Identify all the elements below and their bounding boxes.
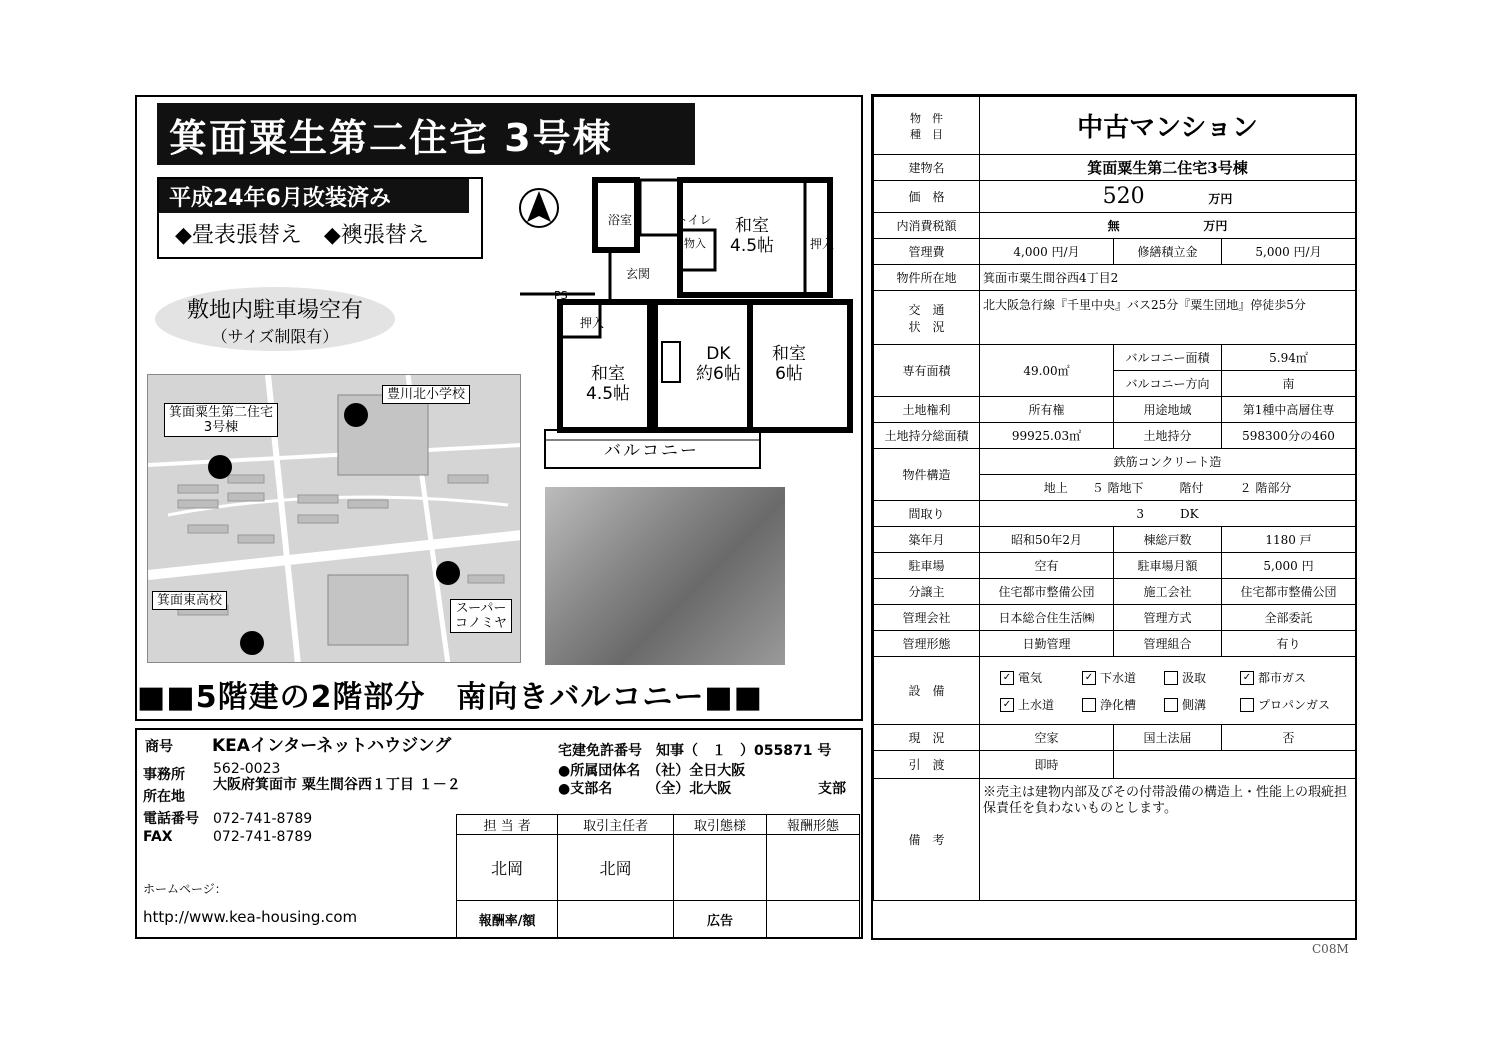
spec-built-label: 築年月: [874, 527, 980, 553]
spec-built: 昭和50年2月: [980, 527, 1114, 553]
spec-price: 520: [1102, 184, 1145, 209]
spec-structure-floors: 地上 ５ 階地下 階付 ２ 階部分: [980, 475, 1356, 501]
map-label-school: 豊川北小学校: [382, 385, 470, 404]
renovation-items: ◆畳表張替え ◆襖張替え: [175, 223, 429, 248]
map-label-building: 箕面粟生第二住宅 3号棟: [164, 403, 278, 437]
spec-repair: 5,000 円/月: [1222, 239, 1356, 265]
plan-oshiire-1: 押入: [810, 237, 835, 251]
homepage-link[interactable]: http://www.kea-housing.com: [143, 908, 358, 926]
spec-assoc-label: 管理組合: [1114, 631, 1222, 657]
staff-val-3: [674, 835, 767, 901]
map-label-super: スーパー コノミヤ: [450, 599, 512, 633]
plan-bath: 浴室: [608, 213, 633, 227]
staff-val-4: [767, 835, 860, 901]
map-dot-school: [344, 403, 368, 427]
fax-number: 072-741-8789: [213, 829, 313, 845]
spec-builder: 住宅都市整備公団: [1222, 579, 1356, 605]
map-dot-super: [436, 561, 460, 585]
spec-area-label: 専有面積: [874, 345, 980, 397]
spec-parking: 空有: [980, 553, 1114, 579]
spec-land-law-label: 国土法届: [1114, 725, 1222, 751]
plan-washitsu-3: 和室 6帖: [772, 344, 806, 384]
spec-seller: 住宅都市整備公団: [980, 579, 1114, 605]
facility-label: 汲取: [1182, 670, 1207, 685]
spec-mgmt-fee: 4,000 円/月: [980, 239, 1114, 265]
spec-mgmt-co: 日本総合住生活㈱: [980, 605, 1114, 631]
spec-builder-label: 施工会社: [1114, 579, 1222, 605]
staff-head-2: 取引主任者: [558, 815, 674, 835]
spec-land-total-label: 土地持分総面積: [874, 423, 980, 449]
map-dot-highschool: [240, 631, 264, 655]
spec-balcony-dir-label: バルコニー方向: [1114, 371, 1222, 397]
spec-notes-label: 備 考: [874, 779, 980, 901]
spec-tax-unit: 万円: [1203, 219, 1228, 233]
spec-facilities-label: 設 備: [874, 657, 980, 725]
facility-item: [1000, 696, 1082, 713]
facility-label: 電気: [1018, 670, 1043, 685]
facility-label: プロパンガス: [1258, 697, 1331, 712]
plan-balcony: バルコニー: [604, 441, 699, 461]
spec-facilities: [980, 657, 1356, 725]
spec-land-share: 598300分の460: [1222, 423, 1356, 449]
spec-price-label: 価 格: [874, 181, 980, 213]
staff-table: [456, 814, 860, 939]
spec-handover-label: 引 渡: [874, 751, 980, 779]
spec-notes: ※売主は建物内部及びその付帯設備の構造上・性能上の瑕疵担保責任を負わないものとします。: [980, 779, 1356, 901]
facility-label: 浄化槽: [1100, 697, 1137, 712]
spec-kind-label: 物 件 種 目: [874, 97, 980, 155]
fee-value: [558, 901, 674, 939]
facility-item: [1000, 669, 1082, 686]
spec-parking-fee-label: 駐車場月額: [1114, 553, 1222, 579]
facility-label: 都市ガス: [1258, 670, 1307, 685]
parking-bubble: [155, 287, 395, 351]
facility-item: [1164, 669, 1240, 686]
plan-dk: DK 約6帖: [696, 344, 741, 384]
staff-val-2: 北岡: [558, 835, 674, 901]
facility-item: [1240, 696, 1350, 713]
office-label-1: 事務所: [143, 767, 185, 783]
checkbox-empty-icon[interactable]: [1164, 671, 1178, 685]
spec-structure: 鉄筋コンクリート造: [980, 449, 1356, 475]
trade-name: KEAインターネットハウジング: [212, 736, 452, 756]
spec-address: 箕面市粟生間谷西4丁目2: [980, 265, 1356, 291]
building-photo: [545, 487, 785, 665]
tel-number: 072-741-8789: [213, 811, 313, 827]
spec-name-label: 建物名: [874, 155, 980, 181]
plan-ps: PS: [554, 289, 568, 302]
spec-kind: 中古マンション: [980, 97, 1356, 155]
footer-code: C08M: [1312, 942, 1349, 956]
spec-mgmt-method: 全部委託: [1222, 605, 1356, 631]
spec-units-label: 棟総戸数: [1114, 527, 1222, 553]
office-label-2: 所在地: [143, 789, 185, 805]
spec-land-right: 所有権: [980, 397, 1114, 423]
spec-assoc: 有り: [1222, 631, 1356, 657]
spec-mgmt-form-label: 管理形態: [874, 631, 980, 657]
facility-item: [1240, 669, 1350, 686]
spec-name: 箕面粟生第二住宅3号棟: [980, 155, 1356, 181]
branch: ●支部名 （全）北大阪: [558, 781, 732, 797]
plan-storage: 物入: [684, 237, 706, 250]
tel-label: 電話番号: [143, 811, 199, 827]
spec-zoning-label: 用途地域: [1114, 397, 1222, 423]
spec-price-unit: 万円: [1208, 192, 1233, 206]
spec-land-share-label: 土地持分: [1114, 423, 1222, 449]
spec-zoning: 第1種中高層住専: [1222, 397, 1356, 423]
staff-val-1: 北岡: [457, 835, 558, 901]
listing-title: 箕面粟生第二住宅 3号棟: [157, 103, 695, 165]
spec-balcony-dir: 南: [1222, 371, 1356, 397]
plan-toilet: トイレ: [676, 213, 712, 227]
trade-label: 商号: [145, 739, 173, 755]
checkbox-empty-icon[interactable]: [1164, 698, 1178, 712]
spec-mgmt-method-label: 管理方式: [1114, 605, 1222, 631]
spec-seller-label: 分譲主: [874, 579, 980, 605]
highlight-band: ■■5階建の2階部分 南向きバルコニー■■: [137, 680, 764, 715]
spec-land-total: 99925.03㎡: [980, 423, 1114, 449]
facility-item: [1164, 696, 1240, 713]
parking-sub-text: （サイズ制限有）: [211, 327, 339, 346]
plan-washitsu-2: 和室 4.5帖: [586, 364, 631, 404]
spec-mgmt-fee-label: 管理費: [874, 239, 980, 265]
map-label-highschool: 箕面東高校: [152, 591, 227, 610]
plan-oshiire-2: 押入: [580, 316, 605, 330]
spec-tax: 無: [1107, 219, 1120, 233]
spec-area: 49.00㎡: [980, 345, 1114, 397]
spec-tax-label: 内消費税額: [874, 213, 980, 239]
spec-parking-label: 駐車場: [874, 553, 980, 579]
checkbox-empty-icon[interactable]: [1240, 698, 1254, 712]
checkbox-empty-icon[interactable]: [1082, 698, 1096, 712]
spec-tax-cell: [980, 213, 1356, 239]
license-number: 宅建免許番号 知事（ １ ）055871 号: [558, 743, 832, 759]
spec-address-label: 物件所在地: [874, 265, 980, 291]
office-address: 大阪府箕面市 粟生間谷西１丁目 １－２: [213, 777, 461, 793]
branch-suffix: 支部: [818, 781, 846, 797]
staff-head-3: 取引態様: [674, 815, 767, 835]
facilities-grid: [1000, 669, 1352, 713]
facility-item: [1082, 669, 1164, 686]
checkbox-checked-icon[interactable]: ✓: [1000, 671, 1014, 685]
spec-status: 空家: [980, 725, 1114, 751]
spec-balcony-area: 5.94㎡: [1222, 345, 1356, 371]
facility-item: [1082, 696, 1164, 713]
spec-status-label: 現 況: [874, 725, 980, 751]
fax-label: FAX: [143, 829, 173, 845]
spec-mgmt-co-label: 管理会社: [874, 605, 980, 631]
spec-transport-label: 交 通 状 況: [874, 291, 980, 345]
spec-layout: 3 DK: [980, 501, 1356, 527]
facility-label: 上水道: [1018, 697, 1055, 712]
spec-handover: 即時: [980, 751, 1114, 779]
spec-land-right-label: 土地権利: [874, 397, 980, 423]
spec-layout-label: 間取り: [874, 501, 980, 527]
checkbox-checked-icon[interactable]: ✓: [1000, 698, 1014, 712]
plan-washitsu-1: 和室 4.5帖: [730, 216, 775, 256]
map-dot-building: [208, 455, 232, 479]
ad-label: 広告: [674, 901, 767, 939]
spec-transport: 北大阪急行線『千里中央』バス25分『粟生団地』停徒歩5分: [980, 291, 1356, 345]
spec-land-law: 否: [1222, 725, 1356, 751]
facility-label: 下水道: [1100, 670, 1137, 685]
ad-value: [767, 901, 860, 939]
spec-balcony-area-label: バルコニー面積: [1114, 345, 1222, 371]
spec-handover-empty: [1114, 751, 1356, 779]
facility-label: 側溝: [1182, 697, 1207, 712]
association: ●所属団体名 （社）全日大阪: [558, 763, 746, 779]
checkbox-checked-icon[interactable]: ✓: [1240, 671, 1254, 685]
parking-main-text: 敷地内駐車場空有: [186, 298, 363, 323]
fee-label: 報酬率/額: [457, 901, 558, 939]
staff-head-1: 担 当 者: [457, 815, 558, 835]
area-map: [147, 374, 521, 663]
spec-table: [873, 96, 1356, 901]
homepage-label: ホームページ：: [143, 882, 227, 896]
spec-repair-label: 修繕積立金: [1114, 239, 1222, 265]
office-zip: 562-0023: [213, 761, 281, 777]
spec-price-cell: [980, 181, 1356, 213]
floor-plan: [520, 172, 860, 474]
spec-structure-label: 物件構造: [874, 449, 980, 501]
staff-head-4: 報酬形態: [767, 815, 860, 835]
plan-genkan: 玄関: [626, 267, 651, 281]
spec-units: 1180 戸: [1222, 527, 1356, 553]
spec-parking-fee: 5,000 円: [1222, 553, 1356, 579]
renovation-heading: 平成24年6月改装済み: [159, 179, 469, 213]
spec-mgmt-form: 日勤管理: [980, 631, 1114, 657]
checkbox-checked-icon[interactable]: ✓: [1082, 671, 1096, 685]
